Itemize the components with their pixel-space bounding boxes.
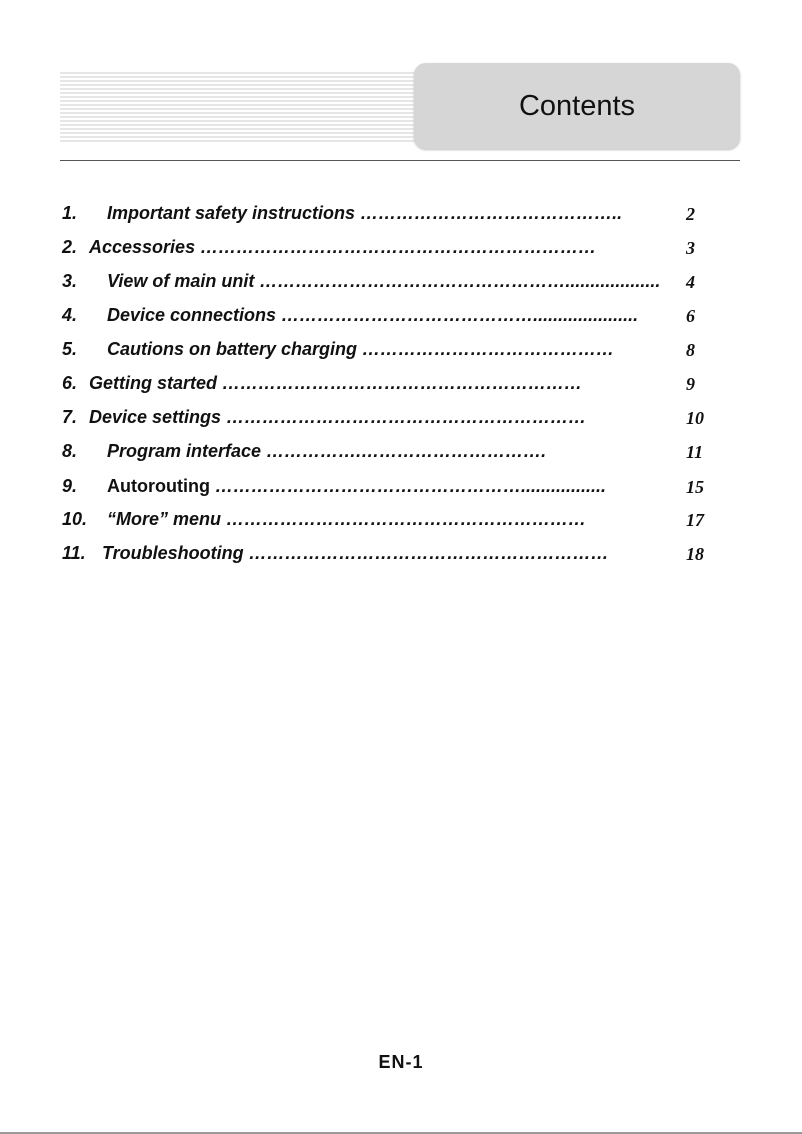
toc-entry-page: 6	[686, 306, 695, 326]
contents-header-tab	[414, 63, 740, 149]
toc-entry-safety[interactable]	[62, 203, 722, 227]
page-title: Contents	[518, 90, 636, 122]
toc-entry-leader: ……………………………………………………	[248, 543, 609, 563]
toc-entry-page: 17	[686, 510, 704, 530]
page-number: EN-1	[378, 1052, 424, 1072]
toc-entry-page: 11	[686, 442, 704, 462]
toc-entry-text	[62, 543, 609, 564]
toc-entry-battery-charging[interactable]	[62, 339, 722, 363]
toc-entry-title: Device settings	[89, 407, 222, 427]
toc-entry-leader: ……………………………………………………	[226, 407, 587, 427]
toc-entry-leader: …………………………………………………………	[200, 237, 597, 257]
toc-entry-number: 8.	[62, 441, 78, 461]
toc-entry-text	[62, 509, 586, 530]
toc-entry-number: 10.	[62, 509, 88, 529]
header-stripes-decoration	[60, 72, 420, 142]
toc-entry-text	[62, 441, 546, 462]
toc-entry-title: Cautions on battery charging	[107, 339, 358, 359]
toc-entry-number: 3.	[62, 271, 78, 291]
toc-entry-text	[62, 407, 586, 428]
toc-entry-leader: ……………………………………………...................	[259, 271, 661, 291]
toc-entry-program-interface[interactable]	[62, 441, 722, 465]
toc-entry-number: 6.	[62, 373, 78, 393]
toc-entry-text	[62, 305, 638, 326]
toc-entry-title: View of main unit	[107, 271, 255, 291]
toc-entry-page: 8	[686, 340, 695, 360]
toc-entry-device-connections[interactable]	[62, 305, 722, 329]
toc-entry-title: “More” menu	[107, 509, 222, 529]
toc-entry-text	[62, 203, 622, 224]
toc-entry-number: 1.	[62, 203, 78, 223]
toc-entry-main-unit[interactable]	[62, 271, 722, 295]
toc-entry-title: Device connections	[107, 305, 277, 325]
toc-entry-leader: …………………………………….....................	[281, 305, 639, 325]
toc-entry-leader: ……………………………………..	[360, 203, 623, 223]
toc-entry-title: Autorouting	[107, 476, 210, 496]
toc-entry-title: Important safety instructions	[107, 203, 356, 223]
toc-entry-number: 5.	[62, 339, 78, 359]
toc-entry-getting-started[interactable]	[62, 373, 722, 397]
toc-entry-leader: …………………………………………….................	[214, 476, 607, 496]
toc-entry-title: Accessories	[89, 237, 196, 257]
toc-entry-number: 11.	[62, 543, 86, 563]
toc-entry-page: 18	[686, 544, 704, 564]
toc-entry-text	[62, 373, 582, 394]
toc-entry-troubleshooting[interactable]	[62, 543, 722, 567]
toc-entry-page: 4	[686, 272, 695, 292]
toc-entry-more-menu[interactable]	[62, 509, 722, 533]
toc-entry-accessories[interactable]	[62, 237, 722, 261]
toc-entry-text	[62, 339, 614, 360]
toc-entry-number: 7.	[62, 407, 78, 427]
toc-entry-title: Troubleshooting	[102, 543, 244, 563]
toc-entry-autorouting[interactable]	[62, 476, 722, 500]
toc-entry-page: 3	[686, 238, 695, 258]
toc-entry-number: 2.	[62, 237, 78, 257]
toc-entry-page: 9	[686, 374, 695, 394]
toc-entry-leader: ……………………………………………………	[226, 509, 587, 529]
header-divider	[60, 160, 740, 161]
toc-entry-page: 10	[686, 408, 704, 428]
toc-entry-text	[62, 476, 606, 497]
toc-entry-text	[62, 271, 660, 292]
toc-entry-leader: ……………………………………	[362, 339, 615, 359]
toc-entry-page: 2	[686, 204, 695, 224]
toc-entry-number: 4.	[62, 305, 78, 325]
toc-entry-device-settings[interactable]	[62, 407, 722, 431]
toc-entry-title: Program interface	[107, 441, 262, 461]
toc-entry-text	[62, 237, 596, 258]
toc-entry-page: 15	[686, 477, 704, 497]
toc-entry-number: 9.	[62, 476, 78, 496]
toc-entry-title: Getting started	[89, 373, 218, 393]
toc-entry-leader: ……………………………………………………	[222, 373, 583, 393]
toc-entry-leader: …………….………………………….	[266, 441, 547, 461]
